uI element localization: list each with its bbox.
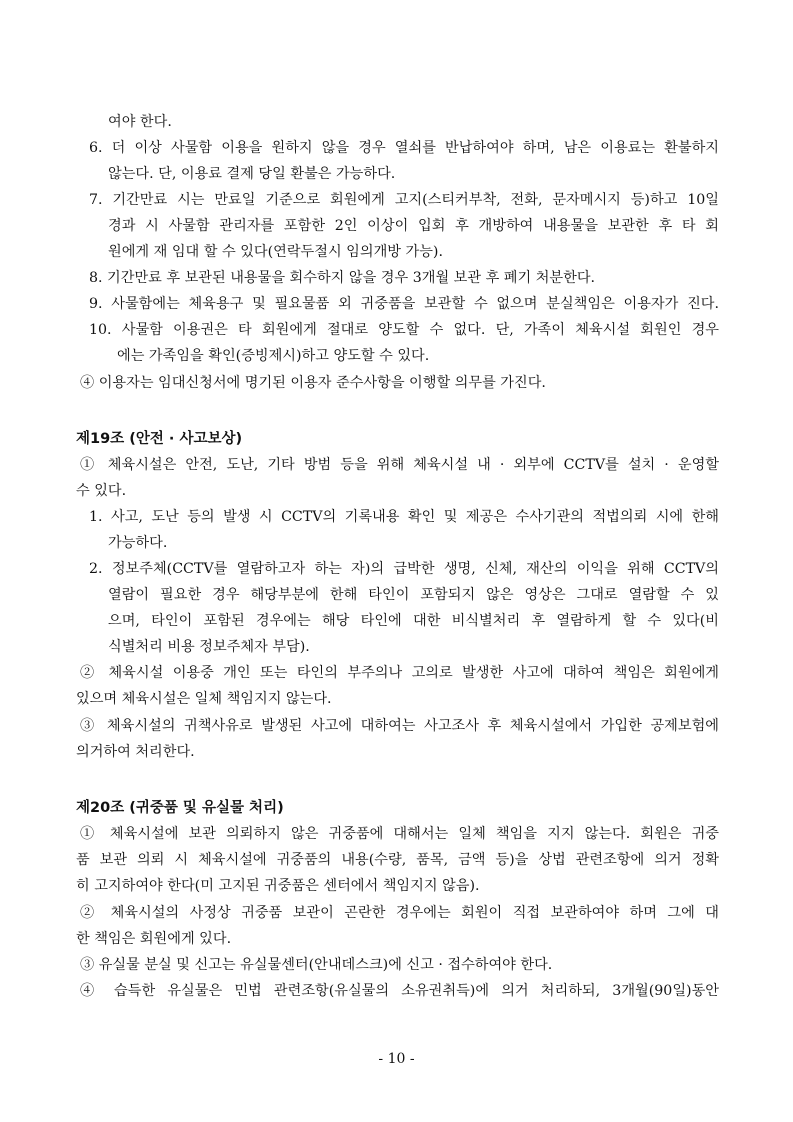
text-line: ③ 체육시설의 귀책사유로 발생된 사고에 대하여는 사고조사 후 체육시설에서 가입한 공제보험에 — [80, 718, 719, 734]
text-line: 9. 사물함에는 체육용구 및 필요물품 외 귀중품을 보관할 수 없으며 분실책임은 이용자가 진다. — [89, 296, 719, 312]
text-line: 식별처리 비용 정보주체자 부담). — [108, 639, 310, 655]
text-line: 1. 사고, 도난 등의 발생 시 CCTV의 기록내용 확인 및 제공은 수사기관의 적법의뢰 시에 한해 — [89, 509, 719, 525]
text-line: 6. 더 이상 사물함 이용을 원하지 않을 경우 열쇠를 반납하여야 하며, 남은 이용료는 환불하지 — [89, 140, 719, 156]
text-line: ② 체육시설 이용중 개인 또는 타인의 부주의나 고의로 발생한 사고에 대하여 책임은 회원에게 — [80, 665, 719, 681]
text-line: 여야 한다. — [108, 114, 172, 130]
text-line: 8. 기간만료 후 보관된 내용물을 회수하지 않을 경우 3개월 보관 후 폐기 처분한다. — [89, 270, 596, 286]
text-line: 에는 가족임을 확인(증빙제시)하고 양도할 수 있다. — [117, 348, 430, 364]
text-line: ② 체육시설의 사정상 귀중품 보관이 곤란한 경우에는 회원이 직접 보관하여야 하며 그에 대 — [80, 905, 719, 921]
text-line: 경과 시 사물함 관리자를 포함한 2인 이상이 입회 후 개방하여 내용물을 보관한 후 타 회 — [108, 218, 719, 234]
article-19-title: 제19조 (안전 · 사고보상) — [76, 431, 243, 447]
text-line: 원에게 재 임대 할 수 있다(연락두절시 임의개방 가능). — [108, 244, 443, 260]
text-line: 2. 정보주체(CCTV를 열람하고자 하는 자)의 급박한 생명, 신체, 재산의 이익을 위해 CCTV의 — [89, 561, 719, 577]
text-line: 으며, 타인이 포함된 경우에는 해당 타인에 대한 비식별처리 후 열람하게 할 수 있다(비 — [108, 613, 719, 629]
text-line: 품 보관 의뢰 시 체육시설에 귀중품의 내용(수량, 품목, 금액 등)을 상법 관련조항에 의거 정확 — [76, 852, 719, 868]
text-line: ④ 이용자는 임대신청서에 명기된 이용자 준수사항을 이행할 의무를 가진다. — [80, 375, 546, 391]
text-line: 히 고지하여야 한다(미 고지된 귀중품은 센터에서 책임지지 않음). — [76, 878, 480, 894]
text-line: ① 체육시설은 안전, 도난, 기타 방범 등을 위해 체육시설 내 · 외부에 CCTV를 설치 · 운영할 — [80, 457, 719, 473]
text-line: 열람이 필요한 경우 해당부분에 한해 타인이 포함되지 않은 영상은 그대로 열람할 수 있 — [108, 587, 719, 603]
text-line: 있으며 체육시설은 일체 책임지지 않는다. — [76, 691, 332, 707]
text-line: ④ 습득한 유실물은 민법 관련조항(유실물의 소유권취득)에 의거 처리하되, 3개월(90일)동안 — [80, 983, 719, 999]
text-line: 한 책임은 회원에게 있다. — [76, 931, 232, 947]
text-line: 않는다. 단, 이용료 결제 당일 환불은 가능하다. — [108, 166, 396, 182]
text-line: 가능하다. — [108, 535, 168, 551]
page-number: - 10 - — [378, 1051, 415, 1067]
text-line: ① 체육시설에 보관 의뢰하지 않은 귀중품에 대해서는 일체 책임을 지지 않는다. 회원은 귀중 — [80, 826, 719, 842]
text-line: 수 있다. — [76, 483, 127, 499]
article-20-title: 제20조 (귀중품 및 유실물 처리) — [76, 800, 284, 816]
text-line: ③ 유실물 분실 및 신고는 유실물센터(안내데스크)에 신고 · 접수하여야 한다. — [80, 957, 553, 973]
text-line: 7. 기간만료 시는 만료일 기준으로 회원에게 고지(스티커부착, 전화, 문자메시지 등)하고 10일 — [89, 192, 719, 208]
text-line: 10. 사물함 이용권은 타 회원에게 절대로 양도할 수 없다. 단, 가족이 체육시설 회원인 경우 — [89, 322, 719, 338]
text-line: 의거하여 처리한다. — [76, 744, 195, 760]
